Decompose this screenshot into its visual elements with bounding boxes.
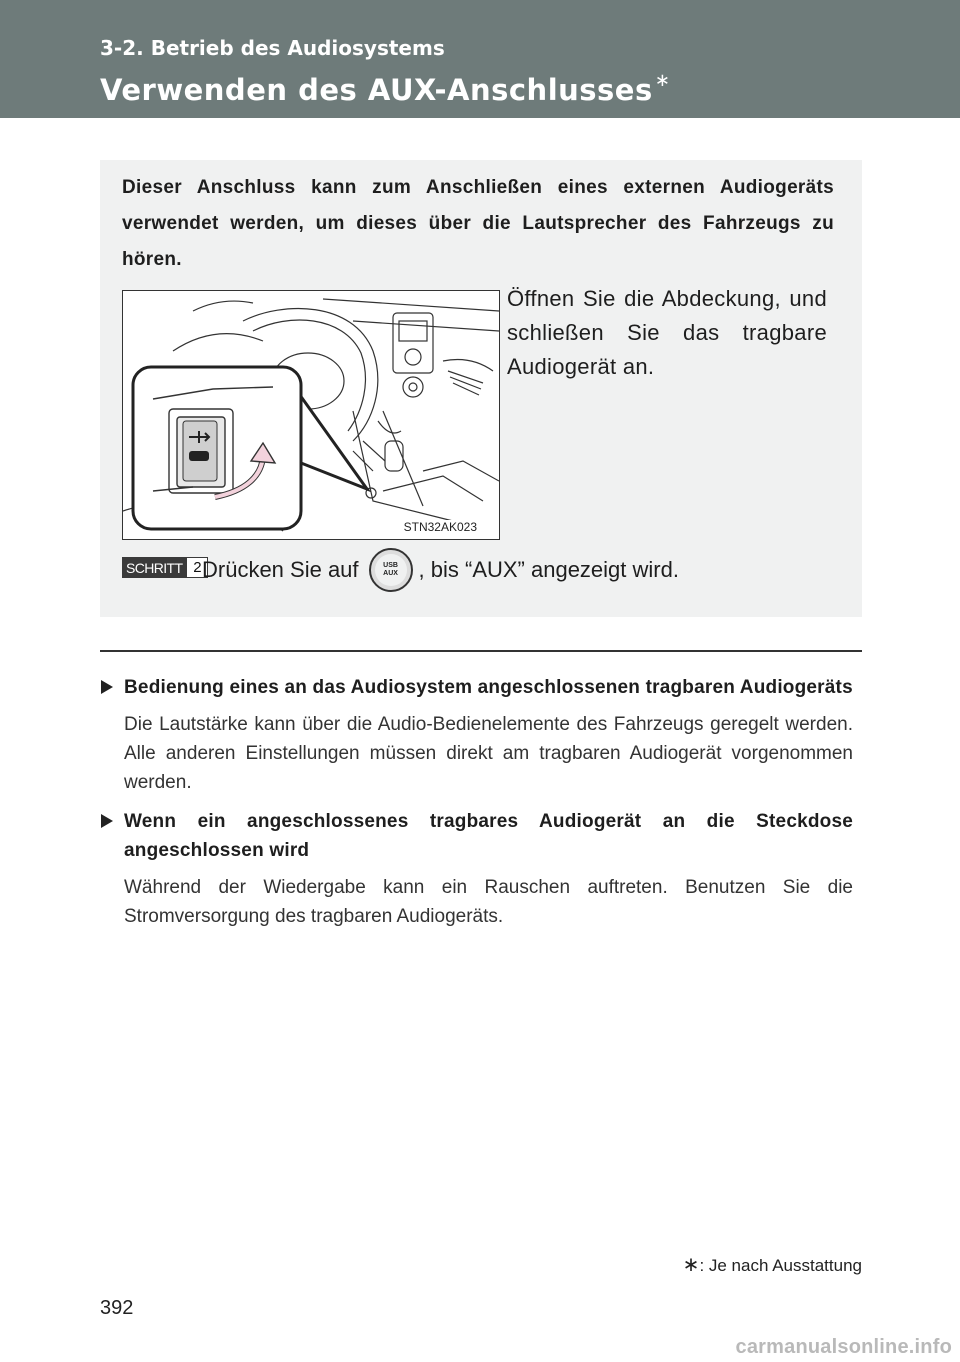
page-title-text: Verwenden des AUX-Anschlusses	[100, 73, 653, 107]
notes	[100, 673, 853, 941]
step-2-badge	[122, 557, 208, 578]
triangle-bullet-icon	[101, 814, 113, 828]
note-body: Während der Wiedergabe kann ein Rauschen auftreten. Benutzen Sie die Stromversorgung des tragbaren Audiogeräts.	[124, 877, 853, 927]
step-badge-number: 2	[186, 557, 208, 578]
step-badge-label: SCHRITT	[122, 557, 186, 578]
usb-aux-line1: USB	[383, 562, 398, 569]
page-title	[100, 70, 670, 107]
dashboard-drawing	[123, 291, 499, 539]
intro-text: Dieser Anschluss kann zum Anschließen eines externen Audiogeräts verwendet werden, um dieses über die Lautsprecher des Fahrzeugs zu hören.	[122, 177, 834, 270]
figure-code: STN32AK023	[403, 520, 477, 534]
step-1-text: Öffnen Sie die Abdeckung, und schließen Sie das tragbare Audiogerät an.	[507, 286, 827, 379]
footnote	[683, 1252, 862, 1277]
divider	[100, 650, 862, 652]
footnote-marker: ∗	[682, 1254, 700, 1276]
step-2-text-before: Drücken Sie auf	[202, 557, 359, 582]
step-2-text-after: , bis “AUX” angezeigt wird.	[418, 557, 679, 582]
note-heading-text: Bedienung eines an das Audiosystem angeschlossenen tragbaren Audiogeräts	[124, 677, 853, 698]
note-heading-text: Wenn ein angeschlossenes tragbares Audiogerät an die Steckdose angeschlossen wird	[124, 811, 853, 861]
triangle-bullet-icon	[101, 680, 113, 694]
footnote-text: : Je nach Ausstattung	[699, 1256, 862, 1275]
aux-port-illustration	[122, 290, 500, 540]
usb-aux-button-icon	[369, 548, 413, 592]
note-body: Die Lautstärke kann über die Audio-Bedienelemente des Fahrzeugs geregelt werden. Alle anderen Einstellungen müssen direkt am tragbaren Audiogerät vorgenommen werden.	[124, 714, 853, 793]
step-2-text	[202, 548, 679, 592]
note-heading	[100, 807, 853, 865]
page-number: 392	[100, 1297, 134, 1319]
watermark: carmanualsonline.info	[735, 1336, 952, 1358]
note-heading	[100, 673, 853, 702]
section-label: 3-2. Betrieb des Audiosystems	[100, 36, 445, 60]
title-footnote-marker: ∗	[654, 70, 671, 91]
usb-aux-line2: AUX	[383, 570, 398, 577]
